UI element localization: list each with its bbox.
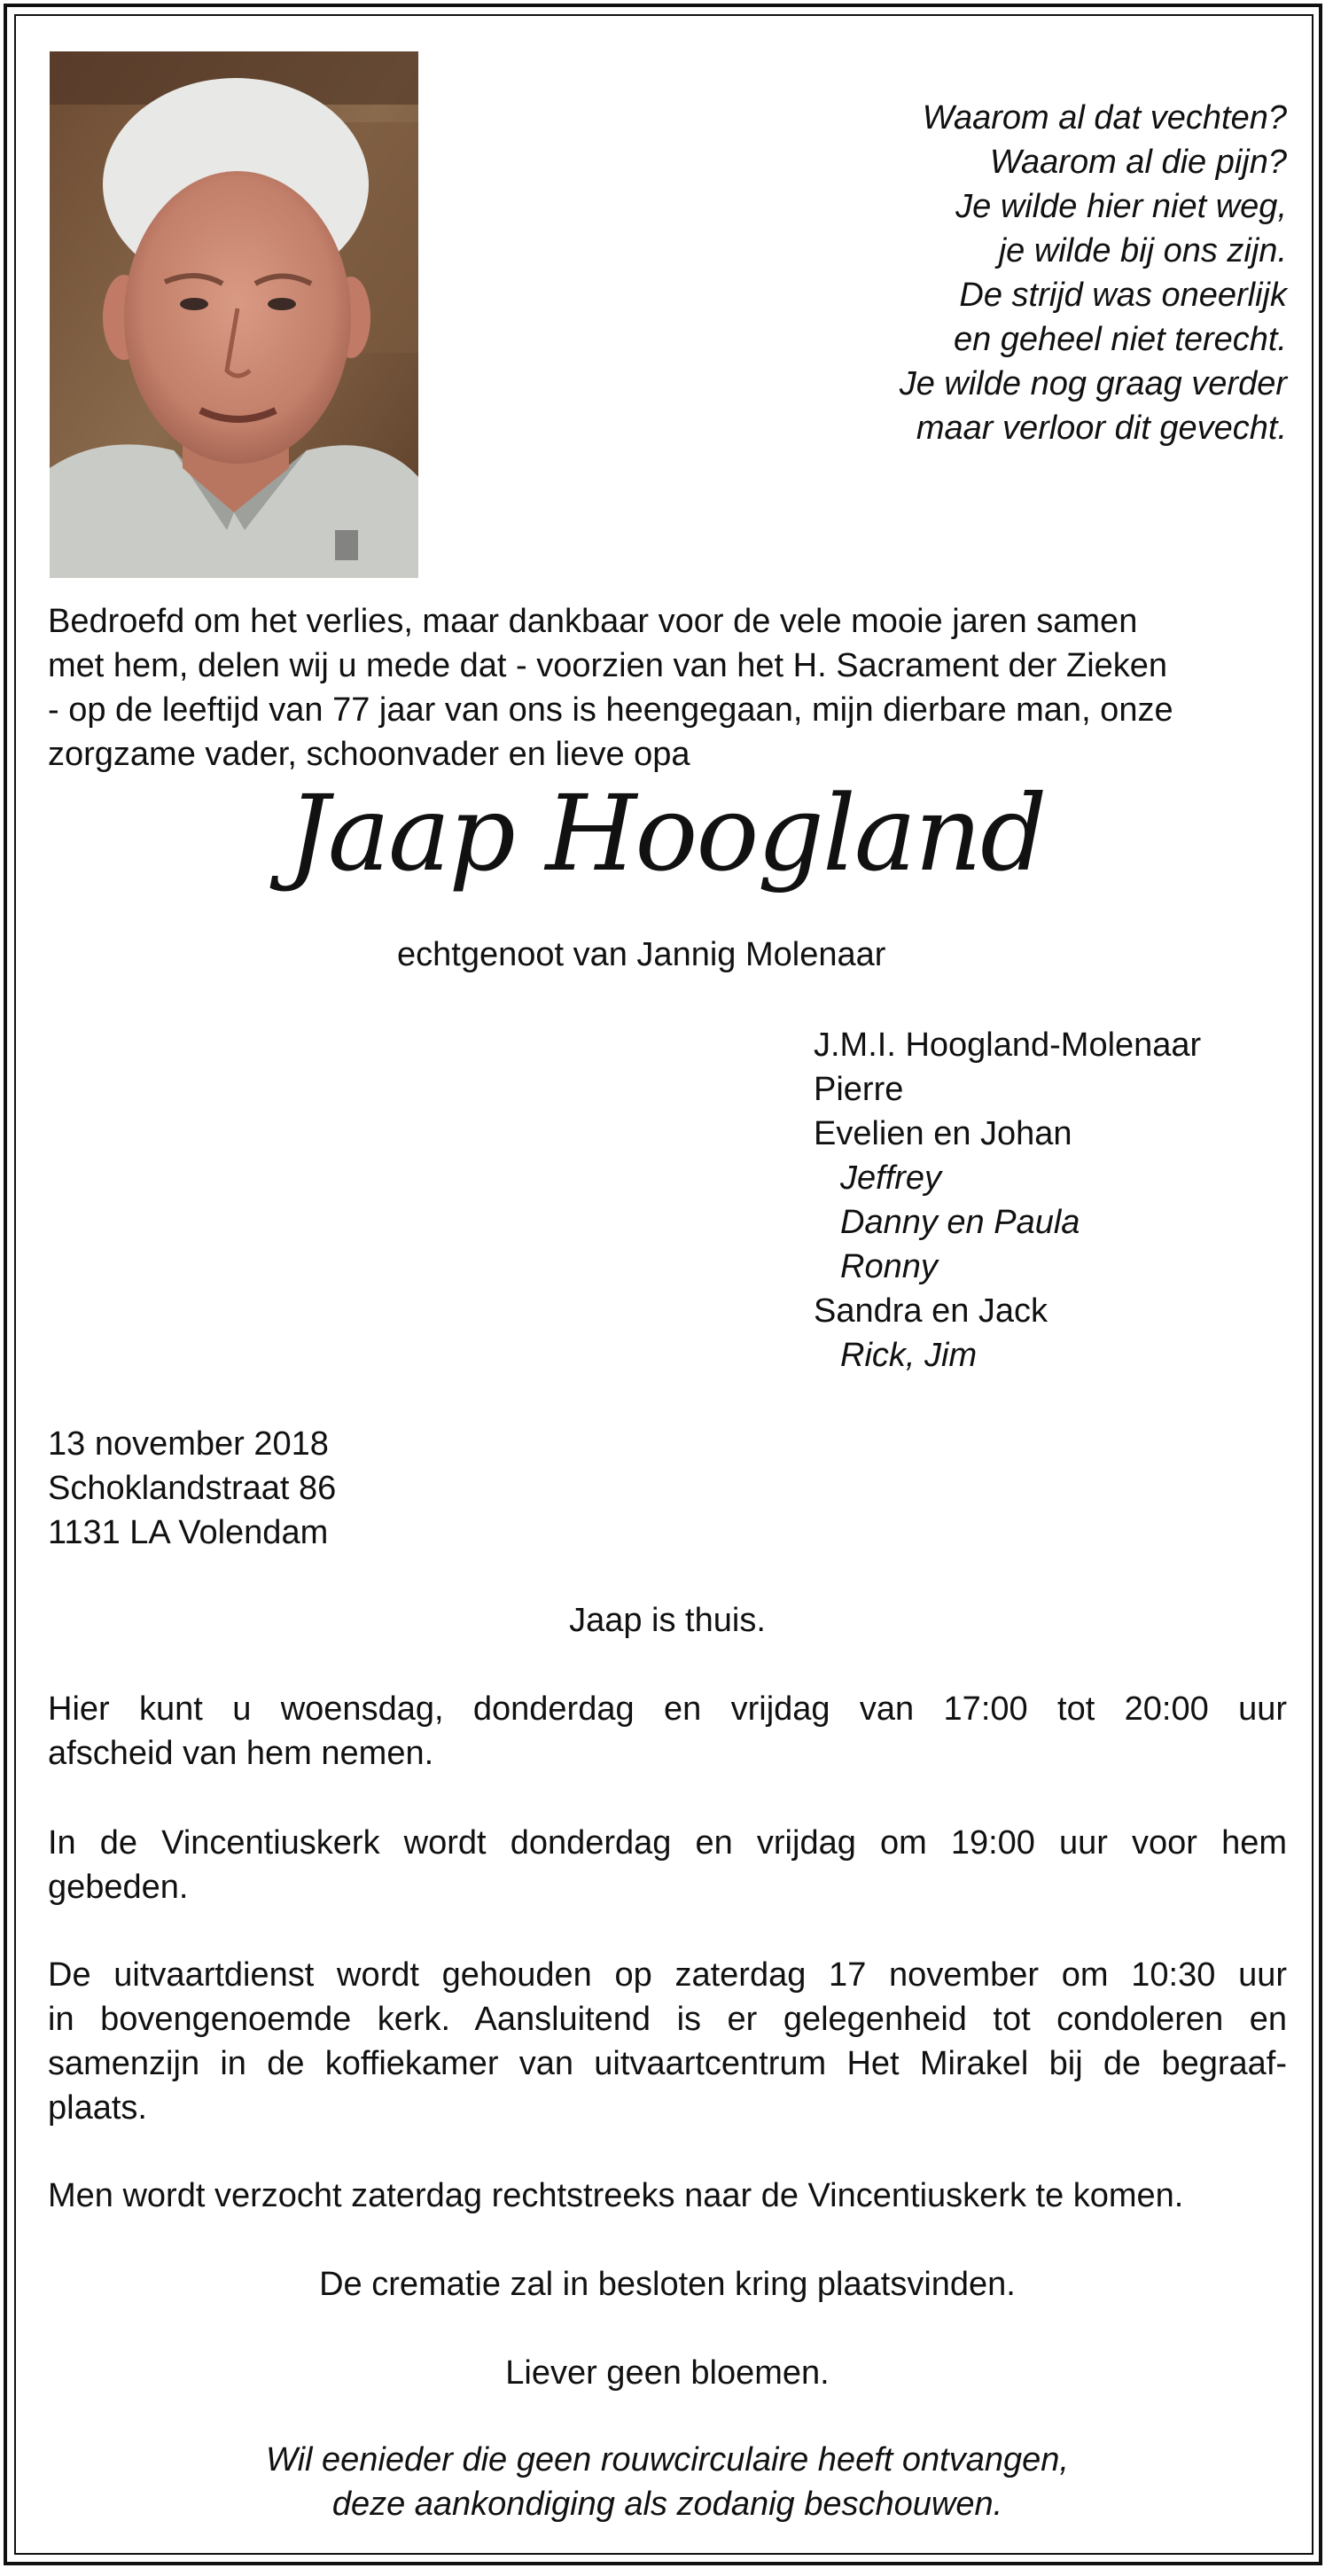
grandchild: Ronny: [840, 1248, 938, 1285]
poem-line: Waarom al dat vechten?: [922, 99, 1287, 137]
poem-line: je wilde bij ons zijn.: [998, 232, 1287, 269]
prayer-paragraph: [48, 1821, 1287, 1909]
poem-line: De strijd was oneerlijk: [959, 277, 1287, 314]
intro-line: zorgzame vader, schoonvader en lieve opa: [48, 736, 690, 773]
intro-line: met hem, delen wij u mede dat - voorzien van het H. Sacrament der Zieken: [48, 647, 1168, 684]
address-block: [48, 1422, 336, 1555]
poem-line: maar verloor dit gevecht.: [916, 410, 1287, 447]
poem-line: en geheel niet terecht.: [953, 321, 1287, 358]
intro-paragraph: [48, 599, 1287, 777]
visiting-paragraph: [48, 1687, 1287, 1776]
service-line: in bovengenoemde kerk. Aansluitend is er gelegenheid tot condoleren en: [48, 2001, 1287, 2038]
service-line: De uitvaartdienst wordt gehouden op zaterdag 17 november om 10:30 uur: [48, 1956, 1287, 1994]
family-member: Pierre: [814, 1071, 904, 1108]
poem-line: Je wilde hier niet weg,: [955, 188, 1287, 225]
flowers-line: Liever geen bloemen.: [505, 2354, 830, 2392]
closing-note: [48, 2438, 1287, 2526]
request-line: Men wordt verzocht zaterdag rechtstreeks naar de Vincentiuskerk te komen.: [48, 2177, 1184, 2214]
grandchild: Jeffrey: [840, 1159, 942, 1197]
grandchild: Danny en Paula: [840, 1204, 1080, 1241]
deceased-name: Jaap Hoogland: [287, 772, 1046, 894]
intro-line: - op de leeftijd van 77 jaar van ons is heengegaan, mijn dierbare man, onze: [48, 691, 1173, 729]
family-list: [814, 1023, 1201, 1378]
poem-line: Je wilde nog graag verder: [899, 365, 1287, 402]
service-line: plaats.: [48, 2089, 147, 2127]
cremation-line: De crematie zal in besloten kring plaatsvinden.: [319, 2266, 1016, 2303]
family-member: J.M.I. Hoogland-Molenaar: [814, 1026, 1202, 1064]
poem: [737, 96, 1287, 450]
city: 1131 LA Volendam: [48, 1514, 329, 1551]
family-member: Evelien en Johan: [814, 1115, 1072, 1152]
closing-line: Wil eenieder die geen rouwcirculaire heeft ontvangen,: [266, 2441, 1069, 2478]
poem-line: Waarom al die pijn?: [989, 144, 1287, 181]
grandchild: Rick, Jim: [840, 1337, 978, 1374]
visiting-line: afscheid van hem nemen.: [48, 1735, 434, 1772]
family-member: Sandra en Jack: [814, 1292, 1048, 1330]
portrait-photo: [50, 51, 418, 578]
prayer-line: gebeden.: [48, 1869, 189, 1906]
at-home-line: Jaap is thuis.: [569, 1602, 766, 1639]
visiting-line: Hier kunt u woensdag, donderdag en vrijdag van 17:00 tot 20:00 uur: [48, 1690, 1287, 1728]
street: Schoklandstraat 86: [48, 1470, 337, 1507]
intro-line: Bedroefd om het verlies, maar dankbaar voor de vele mooie jaren samen: [48, 603, 1138, 640]
service-paragraph: [48, 1953, 1287, 2130]
closing-line: deze aankondiging als zodanig beschouwen.: [331, 2486, 1003, 2523]
prayer-line: In de Vincentiuskerk wordt donderdag en vrijdag om 19:00 uur voor hem: [48, 1824, 1287, 1862]
date: 13 november 2018: [48, 1425, 329, 1463]
service-line: samenzijn in de koffiekamer van uitvaartcentrum Het Mirakel bij de begraaf-: [48, 2045, 1287, 2082]
spouse-line: echtgenoot van Jannig Molenaar: [397, 936, 886, 973]
